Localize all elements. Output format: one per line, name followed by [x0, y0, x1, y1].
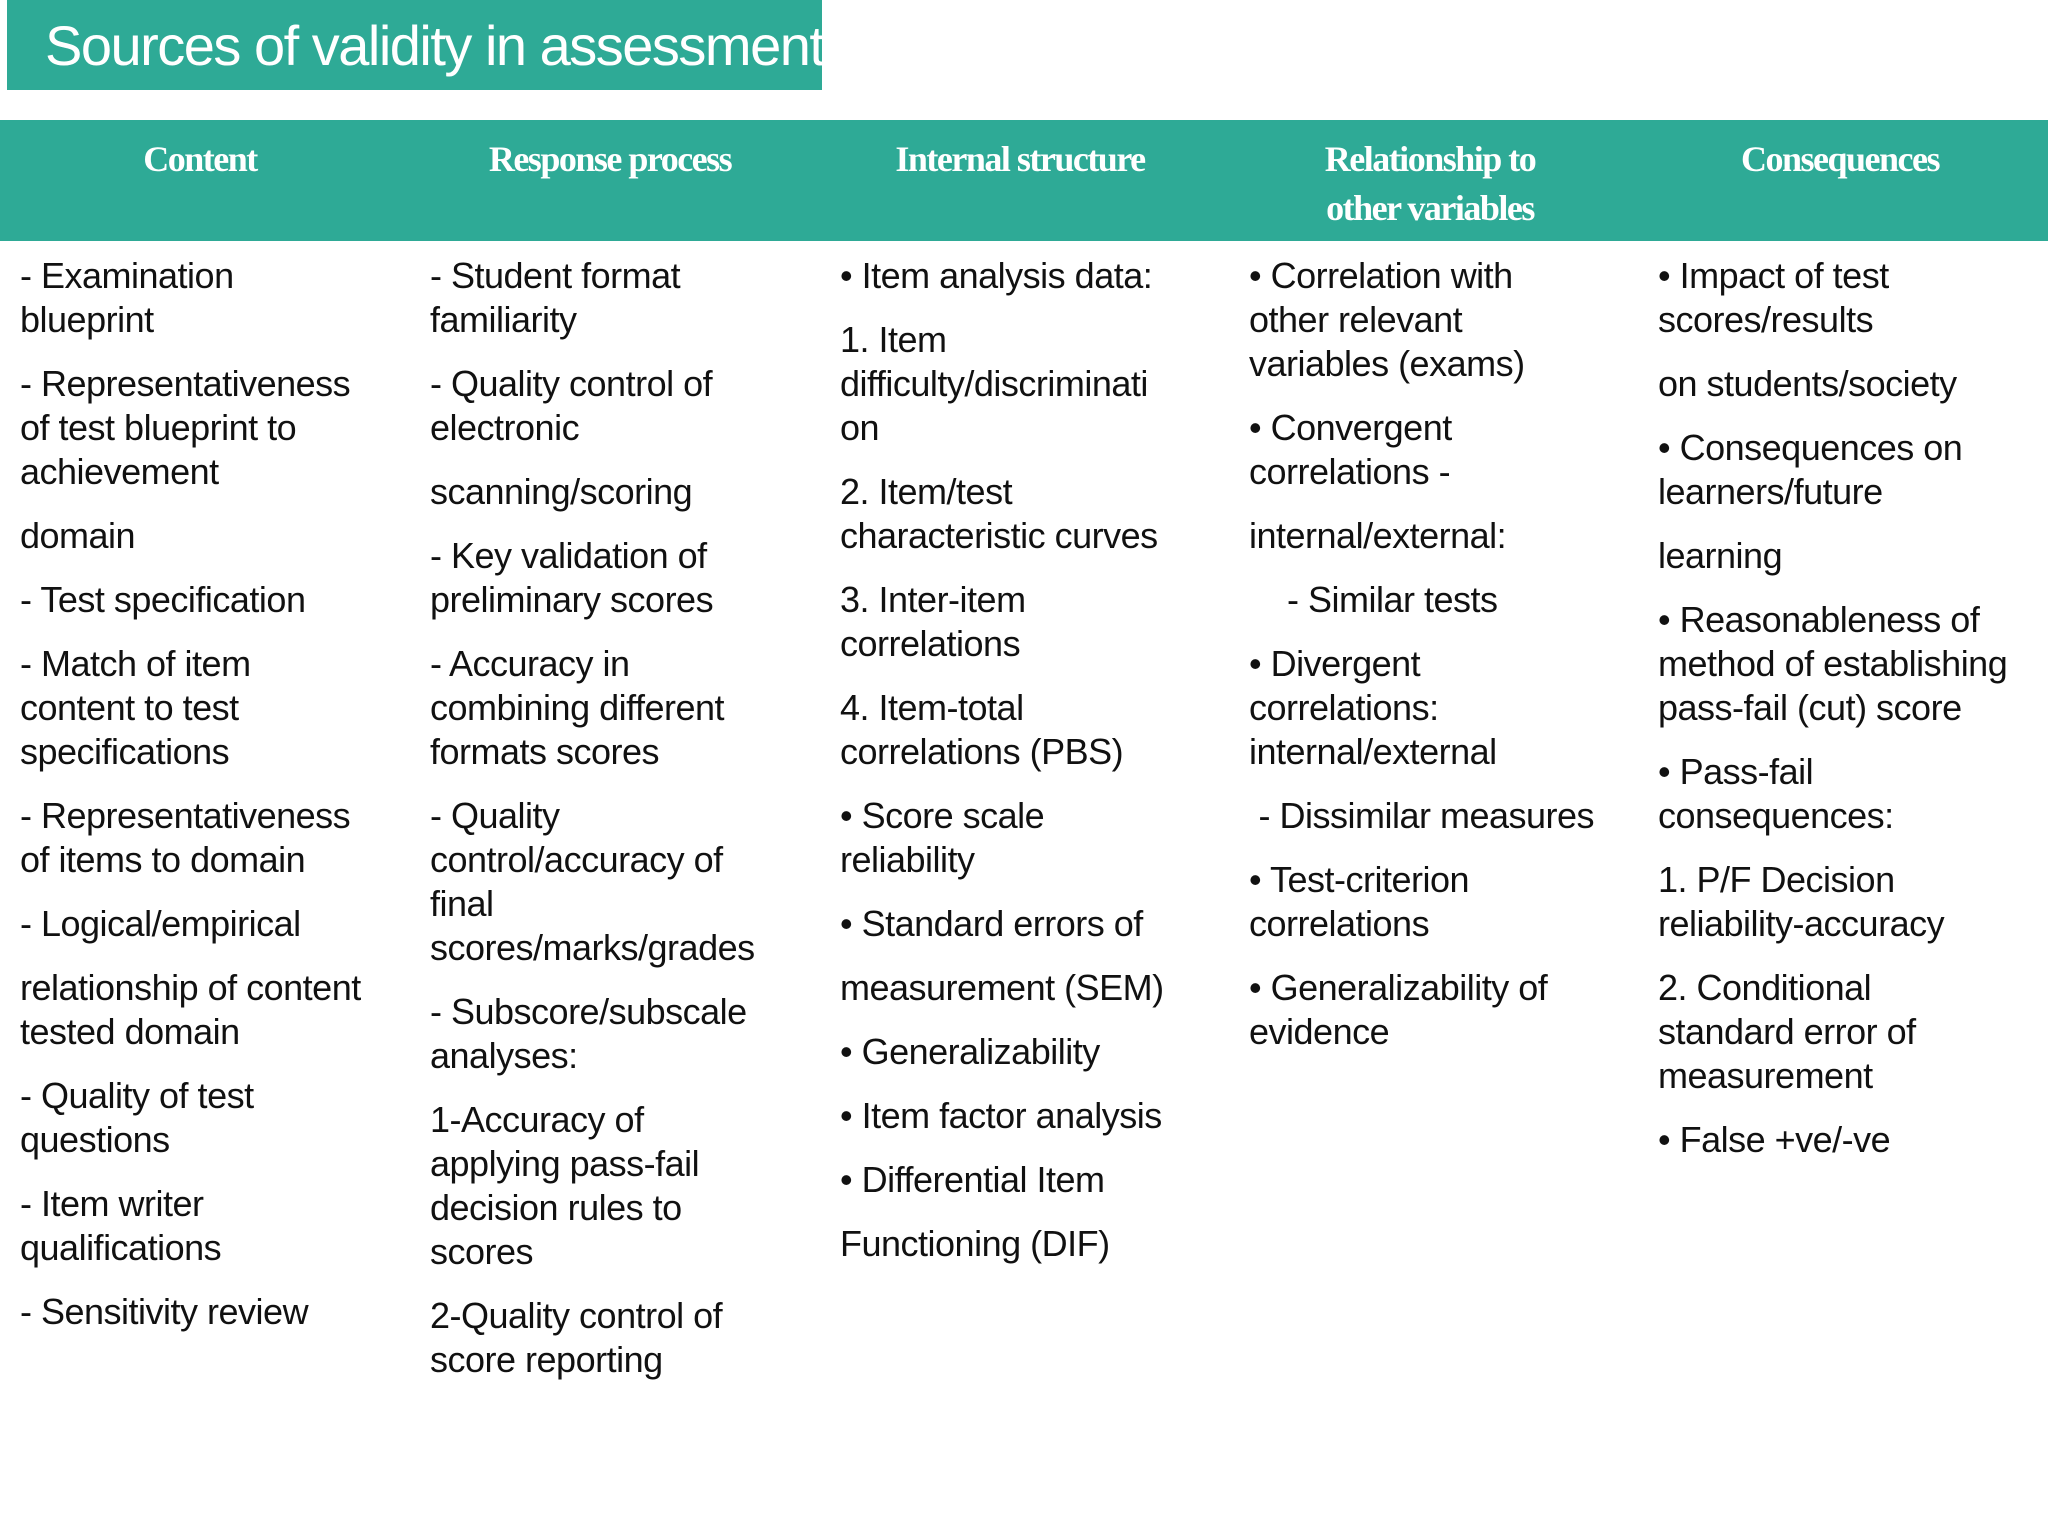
list-item: - Logical/empirical [20, 903, 301, 944]
page-title: Sources of validity in assessment [45, 13, 824, 77]
list-item: - Item writer qualifications [20, 1183, 222, 1268]
list-item: learning [1658, 535, 1783, 576]
list-item: • Generalizability of evidence [1249, 967, 1548, 1052]
list-item: - Similar tests [1249, 579, 1498, 620]
column-heading-relationship: Relationship to other variables [1324, 139, 1536, 228]
title-banner [7, 0, 822, 90]
list-item: 2. Item/test characteristic curves [840, 471, 1158, 556]
list-item: scanning/scoring [430, 471, 693, 512]
list-item: domain [20, 515, 136, 556]
list-item: 2-Quality control of score reporting [430, 1295, 723, 1380]
list-item: Functioning (DIF) [840, 1223, 1110, 1264]
list-item: 1. P/F Decision reliability-accuracy [1658, 859, 1945, 944]
list-item: • Reasonableness of method of establishing pass-fail (cut) score [1658, 599, 2008, 728]
list-item: • Pass-fail consequences: [1658, 751, 1894, 836]
list-item: - Quality control of electronic [430, 363, 713, 448]
column-heading-response-process: Response process [488, 139, 732, 179]
list-item: - Key validation of preliminary scores [430, 535, 714, 620]
list-item: internal/external: [1249, 515, 1507, 556]
column-heading-content: Content [143, 139, 257, 179]
column-response-process [430, 254, 820, 1402]
column-content [20, 254, 400, 1354]
list-item: - Dissimilar measures [1249, 795, 1595, 836]
column-relationship [1249, 254, 1639, 1074]
list-item: measurement (SEM) [840, 967, 1164, 1008]
list-item: 3. Inter-item correlations [840, 579, 1026, 664]
list-item: - Sensitivity review [20, 1291, 309, 1332]
list-item: • Item analysis data: [840, 255, 1153, 296]
list-item: - Quality control/accuracy of final scores/marks/grades [430, 795, 755, 968]
list-item: • Item factor analysis [840, 1095, 1162, 1136]
list-item: relationship of content tested domain [20, 967, 361, 1052]
list-item: - Examination blueprint [20, 255, 234, 340]
list-item: 2. Conditional standard error of measurement [1658, 967, 1916, 1096]
list-item: • Differential Item [840, 1159, 1105, 1200]
list-item: • Standard errors of [840, 903, 1143, 944]
list-item: - Test specification [20, 579, 306, 620]
column-internal-structure [840, 254, 1220, 1286]
list-item: • Impact of test scores/results [1658, 255, 1889, 340]
column-consequences [1658, 254, 2038, 1182]
list-item: - Student format familiarity [430, 255, 681, 340]
list-item: 1-Accuracy of applying pass-fail decision rules to scores [430, 1099, 700, 1272]
list-item: on students/society [1658, 363, 1957, 404]
list-item: 4. Item-total correlations (PBS) [840, 687, 1124, 772]
list-item: • Consequences on learners/future [1658, 427, 1963, 512]
column-heading-consequences: Consequences [1740, 139, 1940, 179]
list-item: • Test-criterion correlations [1249, 859, 1470, 944]
list-item: • Divergent correlations: internal/external [1249, 643, 1497, 772]
list-item: • Convergent correlations - [1249, 407, 1452, 492]
list-item: - Subscore/subscale analyses: [430, 991, 747, 1076]
list-item: - Quality of test questions [20, 1075, 254, 1160]
column-heading-internal-structure: Internal structure [895, 139, 1145, 179]
list-item: 1. Item difficulty/discriminati on [840, 319, 1148, 448]
list-item: - Representativeness of test blueprint to achievement [20, 363, 351, 492]
list-item: • Score scale reliability [840, 795, 1045, 880]
list-item: • Generalizability [840, 1031, 1100, 1072]
list-item: - Match of item content to test specifications [20, 643, 251, 772]
list-item: • False +ve/-ve [1658, 1119, 1891, 1160]
list-item: - Accuracy in combining different formats scores [430, 643, 725, 772]
list-item: - Representativeness of items to domain [20, 795, 351, 880]
list-item: • Correlation with other relevant variables (exams) [1249, 255, 1525, 384]
